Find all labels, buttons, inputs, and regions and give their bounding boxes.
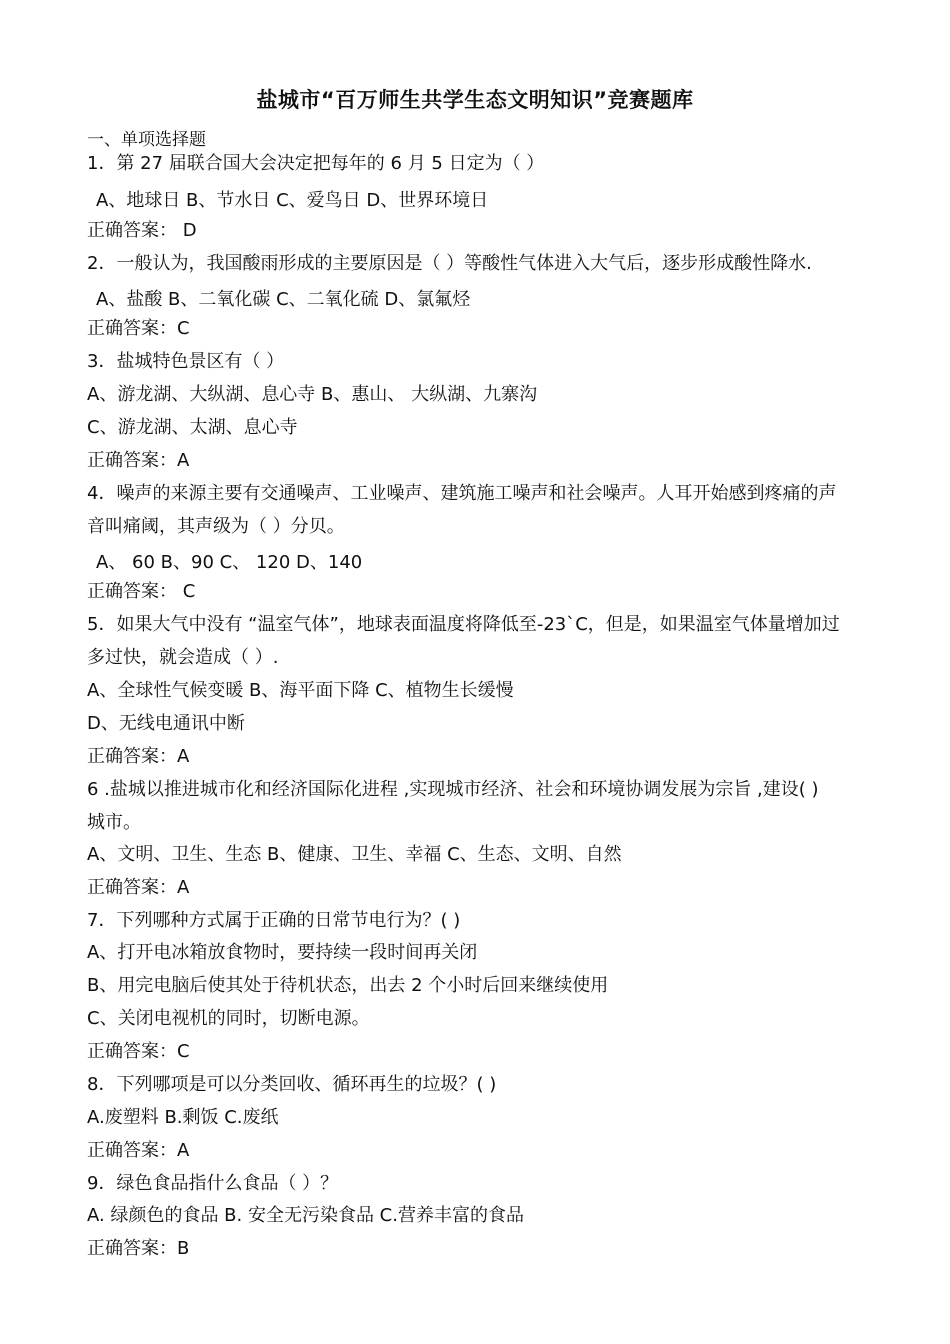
- question-5-answer: 正确答案：A: [87, 746, 190, 767]
- question-2-options: A、盐酸 B、二氧化碳 C、二氧化硫 D、氯氟烃: [96, 289, 471, 310]
- question-8-options: A.废塑料 B.剩饭 C.废纸: [87, 1107, 279, 1128]
- question-2: 2．一般认为，我国酸雨形成的主要原因是（ ）等酸性气体进入大气后，逐步形成酸性降水.: [87, 253, 812, 274]
- question-5: 5．如果大气中没有 “温室气体”，地球表面温度将降低至-23`C，但是，如果温室气体量增加过: [87, 614, 840, 635]
- question-5-options-abc: A、全球性气候变暖 B、海平面下降 C、植物生长缓慢: [87, 680, 514, 701]
- question-9: 9．绿色食品指什么食品（ ）？: [87, 1173, 339, 1194]
- question-5-options-d: D、无线电通讯中断: [87, 713, 245, 734]
- question-9-options: A. 绿颜色的食品 B. 安全无污染食品 C.营养丰富的食品: [87, 1205, 524, 1226]
- question-7-option-a: A、打开电冰箱放食物时，要持续一段时间再关闭: [87, 942, 478, 963]
- question-3: 3．盐城特色景区有（ ）: [87, 351, 285, 372]
- question-1-answer: 正确答案： D: [87, 220, 197, 241]
- section-heading: 一、单项选择题: [87, 130, 206, 150]
- question-3-options-ab: A、游龙湖、大纵湖、息心寺 B、惠山、 大纵湖、九寨沟: [87, 384, 538, 405]
- question-6: 6 .盐城以推进城市化和经济国际化进程 ,实现城市经济、社会和环境协调发展为宗旨 ,建设( ): [87, 779, 819, 800]
- question-4: 4．噪声的来源主要有交通噪声、工业噪声、建筑施工噪声和社会噪声。人耳开始感到疼痛的声: [87, 483, 837, 504]
- question-2-answer: 正确答案：C: [87, 318, 190, 339]
- question-5-continued: 多过快，就会造成（ ）.: [87, 647, 279, 668]
- question-8: 8．下列哪项是可以分类回收、循环再生的垃圾？( ): [87, 1074, 497, 1095]
- question-9-answer: 正确答案：B: [87, 1238, 190, 1259]
- question-4-answer: 正确答案： C: [87, 581, 196, 602]
- question-1-options: A、地球日 B、节水日 C、爱鸟日 D、世界环境日: [96, 190, 489, 211]
- question-7: 7．下列哪种方式属于正确的日常节电行为？( ): [87, 910, 461, 931]
- document-title: 盐城市“百万师生共学生态文明知识”竞赛题库: [256, 88, 694, 112]
- question-3-answer: 正确答案：A: [87, 450, 190, 471]
- question-7-answer: 正确答案：C: [87, 1041, 190, 1062]
- question-4-options: A、 60 B、90 C、 120 D、140: [96, 552, 363, 573]
- question-6-continued: 城市。: [87, 812, 141, 833]
- question-4-continued: 音叫痛阈，其声级为（ ）分贝。: [87, 516, 345, 537]
- question-7-option-b: B、用完电脑后使其处于待机状态，出去 2 个小时后回来继续使用: [87, 975, 609, 996]
- question-7-option-c: C、关闭电视机的同时，切断电源。: [87, 1008, 370, 1029]
- question-8-answer: 正确答案：A: [87, 1140, 190, 1161]
- question-6-options: A、文明、卫生、生态 B、健康、卫生、幸福 C、生态、文明、自然: [87, 844, 622, 865]
- question-1: 1．第 27 届联合国大会决定把每年的 6 月 5 日定为（ ）: [87, 153, 545, 174]
- question-3-options-c: C、游龙湖、太湖、息心寺: [87, 417, 298, 438]
- question-6-answer: 正确答案：A: [87, 877, 190, 898]
